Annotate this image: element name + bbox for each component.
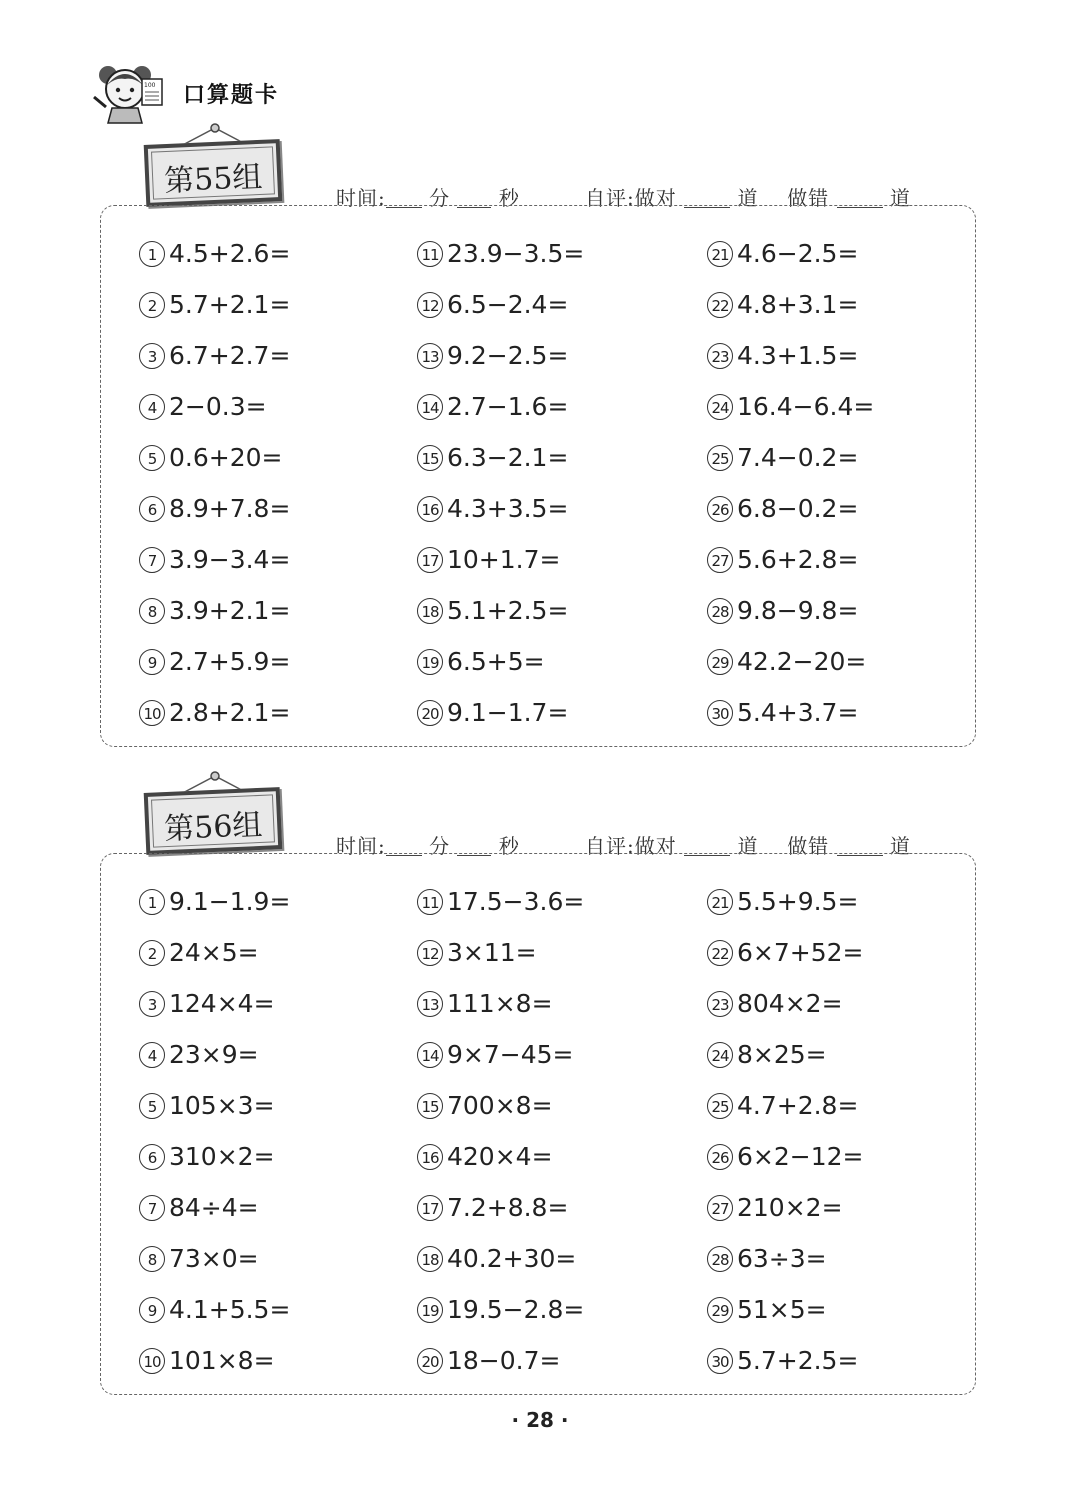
- problem-grid: [101, 206, 975, 746]
- problem-expression: 9.8−9.8=: [737, 596, 859, 625]
- problem-expression: 9×7−45=: [447, 1040, 574, 1069]
- problem-box-55: [100, 205, 976, 747]
- problem-number: 8: [139, 1246, 165, 1272]
- problem-expression: 84÷4=: [169, 1193, 259, 1222]
- problem-number: 27: [707, 547, 733, 573]
- problem-number: 25: [707, 445, 733, 471]
- problem-expression: 4.6−2.5=: [737, 239, 859, 268]
- problem-number: 7: [139, 547, 165, 573]
- problem-expression: 6×2−12=: [737, 1142, 864, 1171]
- problem-expression: 5.7+2.5=: [737, 1346, 859, 1375]
- problem-expression: 6.7+2.7=: [169, 341, 291, 370]
- problem-expression: 7.4−0.2=: [737, 443, 859, 472]
- problem-item: [139, 1346, 275, 1376]
- problem-number: 3: [139, 343, 165, 369]
- problem-number: 5: [139, 1093, 165, 1119]
- problem-item: [139, 989, 275, 1019]
- problem-number: 25: [707, 1093, 733, 1119]
- problem-item: [417, 1346, 560, 1376]
- problem-expression: 23×9=: [169, 1040, 259, 1069]
- problem-expression: 6.5−2.4=: [447, 290, 569, 319]
- problem-number: 4: [139, 1042, 165, 1068]
- problem-expression: 4.1+5.5=: [169, 1295, 291, 1324]
- problem-number: 29: [707, 1297, 733, 1323]
- problem-number: 11: [417, 241, 443, 267]
- problem-number: 24: [707, 1042, 733, 1068]
- problem-expression: 2.7−1.6=: [447, 392, 569, 421]
- problem-item: [707, 1193, 843, 1223]
- problem-number: 26: [707, 496, 733, 522]
- problem-item: [139, 698, 290, 728]
- problem-item: [139, 596, 290, 626]
- group-title-sign: [145, 778, 287, 852]
- problem-item: [417, 1295, 584, 1325]
- problem-expression: 5.6+2.8=: [737, 545, 859, 574]
- problem-expression: 16.4−6.4=: [737, 392, 875, 421]
- problem-expression: 4.5+2.6=: [169, 239, 291, 268]
- problem-expression: 73×0=: [169, 1244, 259, 1273]
- problem-expression: 51×5=: [737, 1295, 827, 1324]
- book-title: 口算题卡: [183, 83, 280, 108]
- problem-number: 26: [707, 1144, 733, 1170]
- problem-number: 27: [707, 1195, 733, 1221]
- problem-number: 24: [707, 394, 733, 420]
- problem-number: 17: [417, 547, 443, 573]
- self-eval-field: 自评:做对 道 做错 道: [585, 834, 911, 858]
- problem-expression: 23.9−3.5=: [447, 239, 585, 268]
- problem-expression: 8×25=: [737, 1040, 827, 1069]
- problem-grid: [101, 854, 975, 1394]
- problem-item: [139, 1295, 290, 1325]
- problem-item: [707, 938, 863, 968]
- problem-item: [707, 1244, 827, 1274]
- problem-expression: 2.8+2.1=: [169, 698, 291, 727]
- problem-number: 16: [417, 496, 443, 522]
- problem-item: [417, 443, 568, 473]
- problem-item: [417, 647, 545, 677]
- problem-item: [707, 494, 858, 524]
- problem-expression: 6.5+5=: [447, 647, 545, 676]
- problem-expression: 0.6+20=: [169, 443, 283, 472]
- problem-expression: 700×8=: [447, 1091, 553, 1120]
- problem-expression: 4.3+1.5=: [737, 341, 859, 370]
- problem-number: 22: [707, 292, 733, 318]
- page-number: · 28 ·: [511, 1408, 569, 1432]
- problem-number: 15: [417, 1093, 443, 1119]
- problem-expression: 42.2−20=: [737, 647, 867, 676]
- problem-expression: 4.7+2.8=: [737, 1091, 859, 1120]
- problem-box-56: [100, 853, 976, 1395]
- problem-number: 6: [139, 496, 165, 522]
- problem-number: 13: [417, 991, 443, 1017]
- problem-item: [139, 1040, 259, 1070]
- problem-expression: 6.8−0.2=: [737, 494, 859, 523]
- problem-item: [707, 989, 843, 1019]
- problem-number: 11: [417, 889, 443, 915]
- problem-expression: 24×5=: [169, 938, 259, 967]
- problem-number: 23: [707, 991, 733, 1017]
- problem-number: 18: [417, 1246, 443, 1272]
- group-title: 第55组: [163, 159, 264, 200]
- problem-number: 23: [707, 343, 733, 369]
- problem-item: [139, 1091, 275, 1121]
- problem-number: 28: [707, 1246, 733, 1272]
- problem-number: 4: [139, 394, 165, 420]
- problem-number: 15: [417, 445, 443, 471]
- problem-expression: 7.2+8.8=: [447, 1193, 569, 1222]
- problem-number: 7: [139, 1195, 165, 1221]
- problem-number: 13: [417, 343, 443, 369]
- problem-item: [417, 494, 568, 524]
- problem-expression: 124×4=: [169, 989, 275, 1018]
- problem-number: 19: [417, 649, 443, 675]
- time-field: 时间: 分 秒: [336, 834, 520, 858]
- problem-item: [417, 596, 568, 626]
- problem-expression: 2.7+5.9=: [169, 647, 291, 676]
- problem-item: [139, 887, 290, 917]
- problem-item: [417, 239, 584, 269]
- problem-number: 20: [417, 1348, 443, 1374]
- problem-number: 14: [417, 1042, 443, 1068]
- problem-number: 9: [139, 649, 165, 675]
- problem-item: [707, 392, 874, 422]
- svg-text:100: 100: [144, 82, 156, 89]
- problem-expression: 5.7+2.1=: [169, 290, 291, 319]
- problem-number: 20: [417, 700, 443, 726]
- problem-expression: 310×2=: [169, 1142, 275, 1171]
- problem-number: 1: [139, 889, 165, 915]
- problem-item: [707, 698, 858, 728]
- problem-expression: 111×8=: [447, 989, 553, 1018]
- problem-expression: 9.2−2.5=: [447, 341, 569, 370]
- problem-item: [139, 239, 290, 269]
- problem-expression: 5.4+3.7=: [737, 698, 859, 727]
- problem-expression: 18−0.7=: [447, 1346, 561, 1375]
- problem-item: [707, 1142, 863, 1172]
- problem-expression: 9.1−1.9=: [169, 887, 291, 916]
- problem-item: [417, 887, 584, 917]
- problem-expression: 17.5−3.6=: [447, 887, 585, 916]
- problem-expression: 2−0.3=: [169, 392, 267, 421]
- problem-expression: 101×8=: [169, 1346, 275, 1375]
- problem-number: 18: [417, 598, 443, 624]
- problem-expression: 63÷3=: [737, 1244, 827, 1273]
- problem-item: [139, 341, 290, 371]
- problem-item: [707, 1040, 827, 1070]
- problem-item: [707, 545, 858, 575]
- problem-item: [417, 341, 568, 371]
- problem-item: [707, 887, 858, 917]
- problem-item: [707, 290, 858, 320]
- problem-expression: 5.1+2.5=: [447, 596, 569, 625]
- problem-number: 5: [139, 445, 165, 471]
- problem-item: [417, 938, 537, 968]
- problem-number: 30: [707, 700, 733, 726]
- problem-number: 30: [707, 1348, 733, 1374]
- problem-item: [139, 443, 282, 473]
- problem-item: [707, 1091, 858, 1121]
- problem-item: [417, 1244, 576, 1274]
- problem-item: [707, 443, 858, 473]
- problem-number: 10: [139, 700, 165, 726]
- problem-number: 28: [707, 598, 733, 624]
- problem-item: [139, 938, 259, 968]
- problem-item: [707, 1295, 827, 1325]
- problem-expression: 40.2+30=: [447, 1244, 577, 1273]
- problem-item: [139, 494, 290, 524]
- problem-expression: 4.8+3.1=: [737, 290, 859, 319]
- problem-item: [707, 341, 858, 371]
- problem-item: [707, 1346, 858, 1376]
- group-header-56: [0, 768, 1080, 858]
- problem-number: 2: [139, 940, 165, 966]
- group-header-55: [0, 120, 1080, 210]
- problem-expression: 9.1−1.7=: [447, 698, 569, 727]
- problem-item: [417, 1091, 553, 1121]
- problem-expression: 3.9−3.4=: [169, 545, 291, 574]
- problem-item: [707, 596, 858, 626]
- problem-number: 9: [139, 1297, 165, 1323]
- problem-item: [707, 647, 866, 677]
- problem-number: 21: [707, 889, 733, 915]
- problem-number: 1: [139, 241, 165, 267]
- problem-number: 21: [707, 241, 733, 267]
- problem-number: 8: [139, 598, 165, 624]
- problem-item: [707, 239, 858, 269]
- problem-item: [417, 989, 553, 1019]
- problem-number: 16: [417, 1144, 443, 1170]
- group-title: 第56组: [163, 807, 264, 848]
- problem-expression: 420×4=: [447, 1142, 553, 1171]
- problem-expression: 10+1.7=: [447, 545, 561, 574]
- problem-item: [417, 290, 568, 320]
- problem-expression: 804×2=: [737, 989, 843, 1018]
- problem-expression: 4.3+3.5=: [447, 494, 569, 523]
- problem-expression: 6×7+52=: [737, 938, 864, 967]
- problem-item: [139, 545, 290, 575]
- problem-expression: 8.9+7.8=: [169, 494, 291, 523]
- problem-expression: 105×3=: [169, 1091, 275, 1120]
- problem-expression: 210×2=: [737, 1193, 843, 1222]
- problem-number: 17: [417, 1195, 443, 1221]
- problem-number: 22: [707, 940, 733, 966]
- time-field: 时间: 分 秒: [336, 186, 520, 210]
- problem-number: 2: [139, 292, 165, 318]
- problem-item: [417, 392, 568, 422]
- problem-number: 10: [139, 1348, 165, 1374]
- problem-number: 14: [417, 394, 443, 420]
- problem-number: 3: [139, 991, 165, 1017]
- girl-mascot-icon: [86, 55, 166, 127]
- problem-item: [139, 1244, 259, 1274]
- problem-number: 12: [417, 940, 443, 966]
- problem-number: 12: [417, 292, 443, 318]
- problem-item: [139, 1142, 275, 1172]
- problem-number: 6: [139, 1144, 165, 1170]
- problem-expression: 5.5+9.5=: [737, 887, 859, 916]
- problem-item: [417, 1142, 553, 1172]
- problem-expression: 3.9+2.1=: [169, 596, 291, 625]
- problem-item: [139, 1193, 259, 1223]
- problem-item: [417, 1193, 568, 1223]
- problem-item: [417, 698, 568, 728]
- problem-item: [139, 647, 290, 677]
- self-eval-field: 自评:做对 道 做错 道: [585, 186, 911, 210]
- problem-item: [417, 545, 560, 575]
- problem-number: 29: [707, 649, 733, 675]
- problem-expression: 6.3−2.1=: [447, 443, 569, 472]
- problem-item: [417, 1040, 573, 1070]
- problem-expression: 3×11=: [447, 938, 537, 967]
- problem-item: [139, 290, 290, 320]
- problem-expression: 19.5−2.8=: [447, 1295, 585, 1324]
- group-title-sign: [145, 130, 287, 204]
- problem-item: [139, 392, 267, 422]
- problem-number: 19: [417, 1297, 443, 1323]
